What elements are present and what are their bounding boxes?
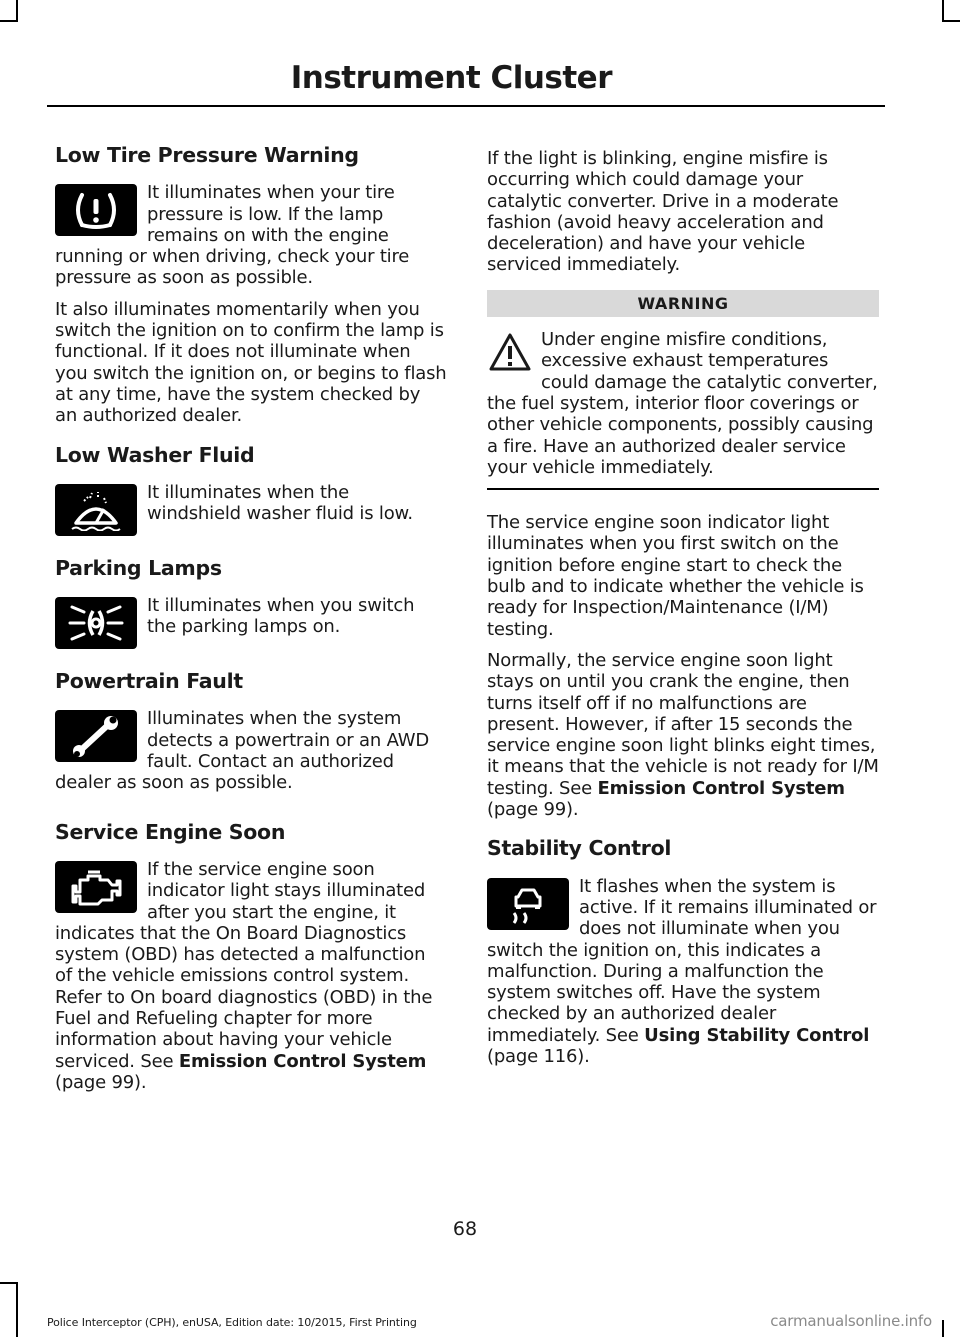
paragraph: It illuminates when the windshield washer fluid is low. (147, 481, 413, 525)
paragraph: If the light is blinking, engine misfire is occurring which could damage your catalytic converter. Drive in a moderate fashion (avoid heavy acceleration and deceleration) and have your vehicle serviced immediately. (487, 148, 839, 276)
section-heading: Parking Lamps (55, 555, 222, 580)
warning-triangle-icon (487, 331, 533, 373)
watermark: carmanualsonline.info (770, 1312, 932, 1330)
paragraph-text: It flashes when the system is active. If it remains illuminated or does not illuminate when you switch the ignition on, this indicates a malfunction. During a malfunction the system switches off. Have the system checked by an authorized dealer immediately. See (487, 875, 877, 1046)
paragraph: It illuminates when you switch the parking lamps on. (147, 595, 415, 638)
paragraph-text: If the service engine soon indicator light stays illuminated after you start the engine, it indicates that the On Board Diagnostics system (OBD) has detected a malfunction of the vehicle emissions control system. Refer to On board diagnostics (OBD) in the Fuel and Refueling chapter for more information about having your vehicle serviced. See (55, 858, 433, 1072)
crop-mark (0, 1282, 18, 1284)
warning-label: WARNING (487, 290, 879, 317)
header-rule (47, 105, 885, 107)
section-stability-control (487, 838, 879, 1067)
tire-pressure-icon (55, 184, 137, 236)
engine-icon (55, 861, 137, 913)
page-title: Instrument Cluster (290, 60, 612, 96)
crop-mark (16, 1282, 18, 1337)
crop-mark (16, 0, 18, 22)
wrench-icon (55, 710, 137, 762)
crop-mark (0, 20, 18, 22)
section-heading: Stability Control (487, 836, 672, 861)
section-service-engine-soon (55, 819, 447, 1094)
section-heading: Low Tire Pressure Warning (55, 143, 359, 167)
page-reference: (page 99). (487, 799, 579, 821)
paragraph: The service engine soon indicator light illuminates when you first switch on the ignition before engine start to check the bulb and to indicate whether the vehicle is ready for Inspection/Maintenance (I/M) testing. (487, 512, 864, 640)
emission-control-link[interactable]: Emission Control System (597, 777, 845, 799)
page-reference: (page 116). (487, 1045, 590, 1067)
section-heading: Low Washer Fluid (55, 442, 255, 467)
stability-control-link[interactable]: Using Stability Control (644, 1024, 870, 1046)
warning-text: Under engine misfire conditions, excessive exhaust temperatures could damage the catalytic converter, the fuel system, interior floor coverings or other vehicle components, possibly causing a fire. Have an authorized dealer service your vehicle immediately. (487, 329, 878, 478)
section-tire-pressure (55, 145, 447, 427)
right-column (487, 140, 879, 1085)
crop-mark (942, 0, 944, 22)
left-column (55, 140, 447, 1111)
warning-block (487, 329, 879, 490)
crop-mark (942, 1320, 944, 1337)
crop-mark (942, 20, 960, 22)
parking-lamps-icon (55, 597, 137, 649)
paragraph: Illuminates when the system detects a powertrain or an AWD fault. Contact an authorized dealer as soon as possible. (55, 708, 429, 794)
paragraph-text: Normally, the service engine soon light stays on until you crank the engine, then turns itself off if no malfunctions are present. However, if after 15 seconds the service engine soon light blinks eight times, it means that the vehicle is not ready for I/M testing. See (487, 649, 879, 799)
paragraph (487, 650, 879, 820)
paragraph: It illuminates when your tire pressure is low. If the lamp remains on with the engine running or when driving, check your tire pressure as soon as possible. (55, 182, 410, 289)
emission-control-link[interactable]: Emission Control System (178, 1050, 427, 1072)
section-heading: Service Engine Soon (55, 819, 286, 844)
section-parking-lamps (55, 555, 447, 653)
section-powertrain-fault (55, 671, 447, 803)
paragraph: It also illuminates momentarily when you switch the ignition on to confirm the lamp is functional. If it does not illuminate when you switch the ignition on, or begins to flash at any time, have the system checked by an authorized dealer. (55, 298, 447, 427)
section-washer-fluid (55, 442, 447, 540)
page-number: 68 (452, 1218, 478, 1240)
section-heading: Powertrain Fault (55, 669, 243, 694)
page-reference: (page 99). (55, 1071, 147, 1093)
footer-edition: Police Interceptor (CPH), enUSA, Edition date: 10/2015, First Printing (47, 1316, 417, 1329)
stability-control-icon (487, 878, 569, 930)
washer-fluid-icon (55, 484, 137, 536)
